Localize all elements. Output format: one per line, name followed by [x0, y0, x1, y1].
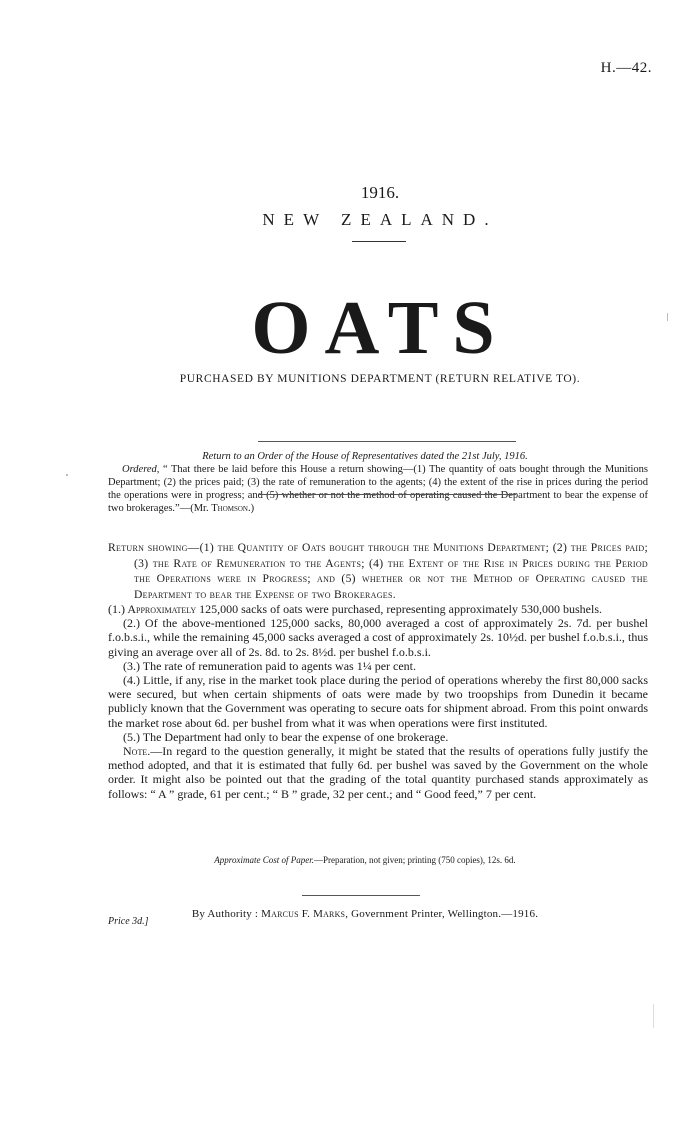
- order-close: .): [248, 503, 255, 514]
- country-rule: [352, 241, 406, 242]
- printer-authority: [0, 908, 700, 920]
- order-top-rule: [258, 441, 516, 442]
- paragraph-1: [108, 602, 648, 616]
- document-subtitle: PURCHASED BY MUNITIONS DEPARTMENT (RETURN RELATIVE TO).: [179, 373, 581, 385]
- return-heading-text: Return showing—(1) the Quantity of Oats bought through the Munitions Department; (2) the Prices paid; (3) the Rate of Remuneration to the Agents; (4) the Extent of the Rise in Prices during the Period the Operations were in Progress; and (5) whether or not the Method of Operating caused the Department to bear the Expense of two Brokerages.: [108, 541, 648, 601]
- paragraph-1-text: 125,000 sacks of oats were purchased, representing approximately 530,000 bushels.: [196, 602, 602, 616]
- note-paragraph: [108, 744, 648, 801]
- report-year: 1916.: [360, 183, 400, 202]
- cost-of-paper: [0, 855, 700, 865]
- printer-name: Marcus F. Marks: [261, 908, 346, 920]
- scan-speck: [667, 313, 668, 321]
- note-text: —In regard to the question generally, it might be stated that the results of operations fully justify the method adopted, and that it is estimated that fully 6d. per bushel was saved by the Government on the whole order. It might also be pointed out that the grading of the total quantity purchased stands approximately as follows: “ A ” grade, 61 per cent.; “ B ” grade, 32 per cent.; and “ Good feed,” 7 per cent.: [108, 744, 648, 801]
- paragraph-2: (2.) Of the above-mentioned 125,000 sacks, 80,000 averaged a cost of approximately 2s. 7d. per bushel f.o.b.s.i., while the remaining 45,000 sacks averaged a cost of approximately 2s. 10½d. per bushel f.o.b.s.i., thus giving an average over all of 2s. 8d. to 2s. 8½d. per bushel f.o.b.s.i.: [108, 616, 648, 659]
- authority-prefix: By Authority :: [191, 908, 262, 920]
- paragraph-5: (5.) The Department had only to bear the expense of one brokerage.: [123, 729, 449, 744]
- return-body: [108, 602, 648, 801]
- paragraph-3: (3.) The rate of remuneration paid to agents was 1¼ per cent.: [123, 658, 417, 673]
- order-text: [108, 463, 648, 515]
- country-heading: NEW ZEALAND.: [262, 210, 498, 229]
- order-lead: Ordered,: [122, 464, 160, 475]
- paragraph-4: (4.) Little, if any, rise in the market took place during the period of operations whereby the first 80,000 sacks were secured, but when certain shipments of oats were made by two troopships from Dunedin it became publicly known that the Government was operating to secure oats for shipment abroad. From this point onwards the market rose about 6d. per bushel from what it was when operations were first instituted.: [108, 673, 648, 730]
- authority-suffix: , Government Printer, Wellington.—1916.: [345, 908, 539, 920]
- cost-label: Approximate Cost of Paper.: [214, 855, 314, 865]
- cost-text: —Preparation, not given; printing (750 copies), 12s. 6d.: [313, 855, 516, 865]
- note-lead: Note.: [123, 744, 151, 759]
- order-mover: Thomson: [211, 503, 248, 514]
- report-reference: H.—42.: [600, 60, 652, 76]
- order-bottom-rule: [258, 494, 516, 495]
- paragraph-1-lead: (1.) Approximately: [108, 602, 197, 616]
- footer-rule: [302, 895, 420, 896]
- scan-speck: [66, 474, 68, 476]
- price: Price 3d.]: [108, 916, 149, 927]
- order-heading: Return to an Order of the House of Representatives dated the 21st July, 1916.: [202, 451, 528, 462]
- return-heading: [108, 540, 648, 602]
- order-body-text: “ That there be laid before this House a return showing—(1) The quantity of oats bought through the Munitions Department; (2) the prices paid; (3) the rate of remuneration to the agents; (4) the extent of the rise in prices during the period the operations were in progress; and (5) whether or not the method of operating caused the Department to bear the expense of two brokerages.”—(Mr.: [108, 464, 648, 514]
- scan-speck: [653, 1004, 654, 1028]
- document-title: OATS: [251, 286, 509, 370]
